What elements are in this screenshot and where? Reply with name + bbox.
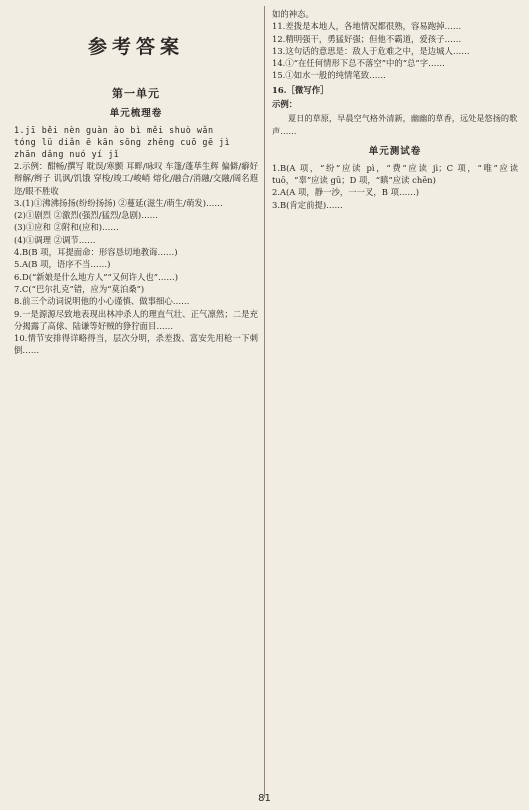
pinyin-line-1: 1.jī běi nèn guàn ào bì měi shuò wǎn — [14, 125, 214, 135]
answer-11: 11.差拨是本地人，各地情况都很熟，容易跑掉…… — [272, 21, 462, 32]
test-answer-1: 1.B(A 项，“纷”应读 pì，“费”应读 jì；C 项，“唯”应读 tuō，“辜”应读 gū；D 项，“瞋”应读 chēn) — [272, 162, 518, 186]
answer-16-title: 16.［微写作］ — [272, 84, 329, 95]
answer-3-2: (2)①剧烈 ②激烈(强烈/猛烈/急剧)…… — [14, 210, 158, 221]
answer-13: 13.这句话的意思是：敌人于危难之中，是边城人…… — [272, 45, 470, 56]
column-divider — [264, 6, 265, 798]
left-column — [14, 8, 258, 357]
answer-9: 9.一是源源尽致地表现出林冲杀人的理直气壮、正气凛然；二是充分揭露了高俅、陆谦等好贼的狰狞面目…… — [14, 308, 258, 331]
example-text: 夏日的草原，早晨空气格外清新，幽幽的草香，远处是悠扬的歌声…… — [272, 113, 518, 136]
section-title-test: 单元测试卷 — [368, 145, 422, 157]
answer-15: 15.①如水一般的纯情笔致…… — [272, 70, 386, 81]
example-label: 示例： — [272, 99, 298, 110]
test-answer-3: 3.B(肯定前提)…… — [272, 199, 343, 210]
answer-4: 4.B(B 项，耳提面命：形容恳切地教诲……) — [14, 247, 178, 258]
answer-10: 10.情节安排得详略得当，层次分明，杀差拨、富安先用枪一下刺倒…… — [14, 333, 258, 356]
pinyin-line-2: tóng lü diǎn ē kān sōng zhēng cuō gē jì — [14, 137, 231, 147]
test-answer-2: 2.A(A 项，静一沙，一一叉，B 项……) — [272, 187, 419, 198]
answer-3-1: 3.(1)①沸沸扬扬(纷纷扬扬) ②蔓延(滋生/萌生/萌发)…… — [14, 197, 223, 208]
answer-5: 5.A(B 项，语序不当……) — [14, 259, 111, 270]
answer-10-continued: 如的神态。 — [272, 9, 314, 19]
section-title-review: 单元梳理卷 — [109, 108, 163, 119]
page-title: 参考答案 — [87, 36, 184, 58]
answer-2: 2.示例：酣畅/撰写 耽误/寒颤 耳畔/咏叹 车篷/蓬荜生辉 偏僻/癖好 辩解/辫子 讥讽/饥饿 穿梭/竣工/峻峭 熔化/融合/消融/交融/阔名遐迩/眼不胜收 — [14, 161, 258, 196]
answer-6: 6.D(“新娘是什么地方人”“又何许人也”……) — [14, 271, 178, 282]
unit-title: 第一单元 — [112, 87, 160, 100]
page-number: 81 — [258, 793, 271, 804]
answer-3-4: (4)①调理 ②调节…… — [14, 234, 96, 245]
answer-3-3: (3)①应和 ②附和(应和)…… — [14, 222, 119, 233]
answer-12: 12.精明强干，勇猛好强；但他不霸道，爱孩子…… — [272, 33, 462, 44]
pinyin-line-3: zhān dǎng nuó yí jǐ — [14, 149, 120, 159]
answer-8: 8.前三个动词说明他的小心谨慎、做事细心…… — [14, 296, 190, 307]
answer-14: 14.①“在任何情形下总不落空”中的“总”字…… — [272, 58, 445, 69]
right-column — [272, 8, 518, 211]
answer-7: 7.C(“巴尔扎克”错，应为“莫泊桑”) — [14, 283, 145, 294]
